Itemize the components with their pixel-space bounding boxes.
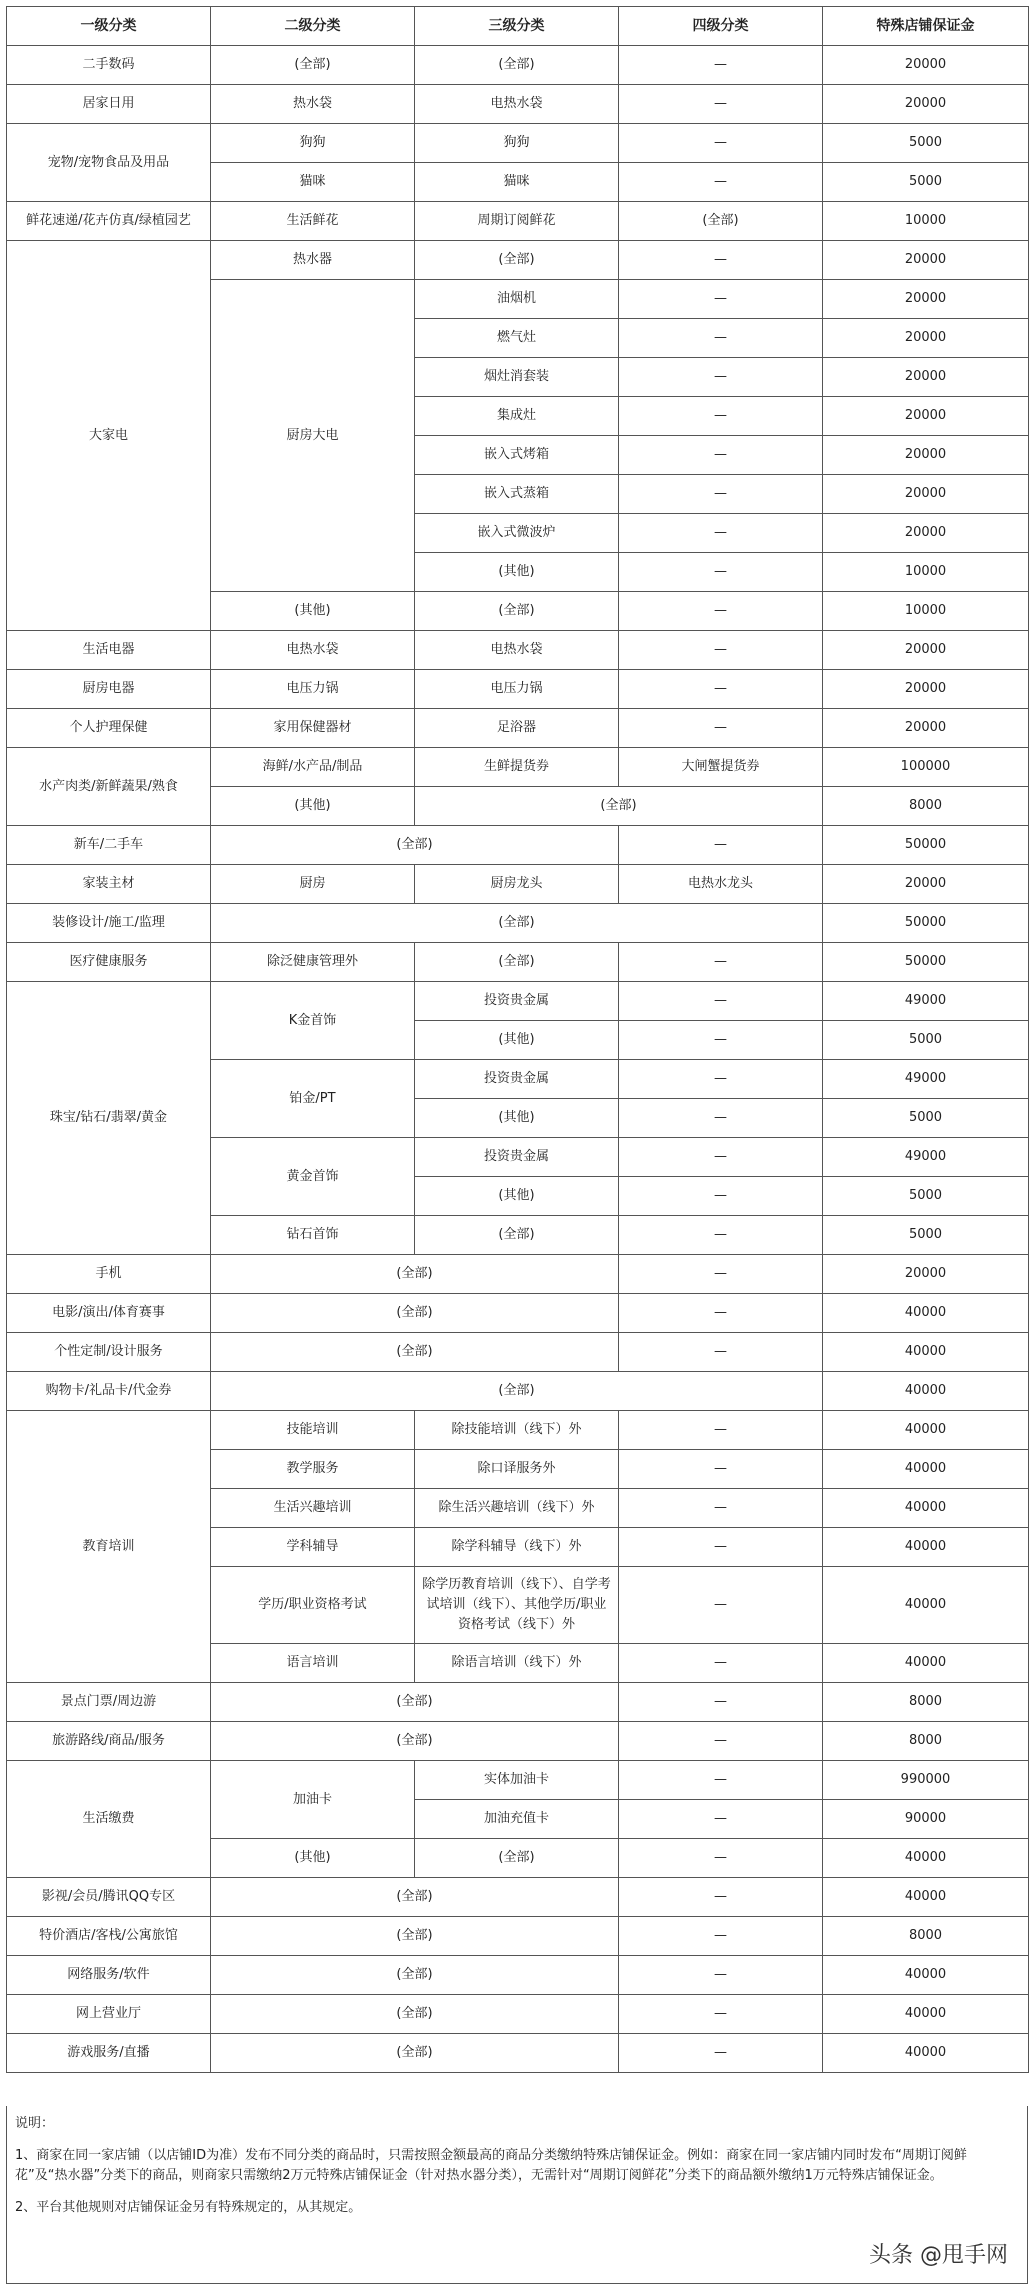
level3-cell: 除技能培训（线下）外 xyxy=(415,1411,619,1450)
level2-cell: (其他) xyxy=(211,787,415,826)
deposit-cell: 40000 xyxy=(823,1489,1029,1528)
level4-cell: — xyxy=(619,241,823,280)
table-row xyxy=(7,1372,1029,1411)
deposit-cell: 40000 xyxy=(823,1294,1029,1333)
level2-cell: 钻石首饰 xyxy=(211,1216,415,1255)
table-row xyxy=(7,46,1029,85)
level4-cell: — xyxy=(619,1138,823,1177)
level2-cell: (全部) xyxy=(211,904,823,943)
level3-cell: 除学历教育培训（线下）、自学考试培训（线下）、其他学历/职业资格考试（线下）外 xyxy=(415,1567,619,1644)
deposit-cell: 40000 xyxy=(823,1450,1029,1489)
level1-cell: 景点门票/周边游 xyxy=(7,1683,211,1722)
deposit-cell: 10000 xyxy=(823,553,1029,592)
level3-cell: 足浴器 xyxy=(415,709,619,748)
level2-cell: 除泛健康管理外 xyxy=(211,943,415,982)
table-row xyxy=(7,982,1029,1021)
level2-cell: (全部) xyxy=(211,1333,619,1372)
deposit-cell: 40000 xyxy=(823,1372,1029,1411)
deposit-cell: 8000 xyxy=(823,1683,1029,1722)
level1-cell: 鲜花速递/花卉仿真/绿植园艺 xyxy=(7,202,211,241)
level1-cell: 生活缴费 xyxy=(7,1761,211,1878)
table-row xyxy=(7,241,1029,280)
level3-cell: 除生活兴趣培训（线下）外 xyxy=(415,1489,619,1528)
level2-cell: 加油卡 xyxy=(211,1761,415,1839)
deposit-cell: 49000 xyxy=(823,1060,1029,1099)
table-row xyxy=(7,1683,1029,1722)
level3-cell: (全部) xyxy=(415,1216,619,1255)
level4-cell: — xyxy=(619,1489,823,1528)
level3-cell: 投资贵金属 xyxy=(415,982,619,1021)
level4-cell: — xyxy=(619,1722,823,1761)
level4-cell: (全部) xyxy=(619,202,823,241)
level2-cell: 家用保健器材 xyxy=(211,709,415,748)
level1-cell: 生活电器 xyxy=(7,631,211,670)
table-row xyxy=(7,670,1029,709)
level2-cell: 热水器 xyxy=(211,241,415,280)
level2-cell: 学科辅导 xyxy=(211,1528,415,1567)
deposit-cell: 40000 xyxy=(823,1878,1029,1917)
level3-cell: 嵌入式烤箱 xyxy=(415,436,619,475)
level3-cell: 电压力锅 xyxy=(415,670,619,709)
level4-cell: — xyxy=(619,1878,823,1917)
level2-cell: 海鲜/水产品/制品 xyxy=(211,748,415,787)
deposit-cell: 50000 xyxy=(823,904,1029,943)
level4-cell: — xyxy=(619,1567,823,1644)
level4-cell: — xyxy=(619,1800,823,1839)
level4-cell: — xyxy=(619,1255,823,1294)
level1-cell: 教育培训 xyxy=(7,1411,211,1683)
level3-cell: 厨房龙头 xyxy=(415,865,619,904)
level2-cell: (全部) xyxy=(211,1294,619,1333)
level3-cell: 除语言培训（线下）外 xyxy=(415,1644,619,1683)
level2-cell: (全部) xyxy=(211,1917,619,1956)
table-row xyxy=(7,1761,1029,1800)
deposit-cell: 20000 xyxy=(823,631,1029,670)
level4-cell: — xyxy=(619,592,823,631)
table-row xyxy=(7,1878,1029,1917)
level2-cell: 热水袋 xyxy=(211,85,415,124)
level4-cell: — xyxy=(619,280,823,319)
level2-cell: (全部) xyxy=(211,46,415,85)
level3-cell: 加油充值卡 xyxy=(415,1800,619,1839)
table-row xyxy=(7,1255,1029,1294)
table-row xyxy=(7,1995,1029,2034)
level4-cell: — xyxy=(619,397,823,436)
level4-cell: — xyxy=(619,85,823,124)
level2-cell: 生活兴趣培训 xyxy=(211,1489,415,1528)
table-row xyxy=(7,1722,1029,1761)
level3-cell: (全部) xyxy=(415,1839,619,1878)
deposit-cell: 20000 xyxy=(823,241,1029,280)
level4-cell: — xyxy=(619,1450,823,1489)
level1-cell: 购物卡/礼品卡/代金券 xyxy=(7,1372,211,1411)
level4-cell: — xyxy=(619,2034,823,2073)
level2-cell: 语言培训 xyxy=(211,1644,415,1683)
deposit-cell: 5000 xyxy=(823,1021,1029,1060)
level1-cell: 个性定制/设计服务 xyxy=(7,1333,211,1372)
deposit-cell: 10000 xyxy=(823,592,1029,631)
deposit-cell: 10000 xyxy=(823,202,1029,241)
level1-cell: 网络服务/软件 xyxy=(7,1956,211,1995)
deposit-cell: 40000 xyxy=(823,1411,1029,1450)
deposit-cell: 49000 xyxy=(823,1138,1029,1177)
header-level1: 一级分类 xyxy=(7,7,211,46)
level4-cell: — xyxy=(619,1177,823,1216)
deposit-cell: 40000 xyxy=(823,1333,1029,1372)
level1-cell: 二手数码 xyxy=(7,46,211,85)
level4-cell: — xyxy=(619,1021,823,1060)
level3-cell: (全部) xyxy=(415,46,619,85)
level2-cell: (全部) xyxy=(211,826,619,865)
level3-cell: 嵌入式微波炉 xyxy=(415,514,619,553)
deposit-cell: 5000 xyxy=(823,124,1029,163)
level4-cell: — xyxy=(619,358,823,397)
deposit-cell: 50000 xyxy=(823,943,1029,982)
table-row xyxy=(7,124,1029,163)
deposit-cell: 50000 xyxy=(823,826,1029,865)
level3-cell: (其他) xyxy=(415,1099,619,1138)
deposit-cell: 20000 xyxy=(823,319,1029,358)
deposit-cell: 20000 xyxy=(823,436,1029,475)
level1-cell: 宠物/宠物食品及用品 xyxy=(7,124,211,202)
table-row xyxy=(7,631,1029,670)
watermark-text: 头条 @甩手网 xyxy=(869,2243,1008,2268)
level1-cell: 装修设计/施工/监理 xyxy=(7,904,211,943)
level4-cell: — xyxy=(619,1995,823,2034)
table-row xyxy=(7,748,1029,787)
level4-cell: — xyxy=(619,1761,823,1800)
level2-cell: (全部) xyxy=(211,1878,619,1917)
level3-cell: 燃气灶 xyxy=(415,319,619,358)
level3-cell: 狗狗 xyxy=(415,124,619,163)
deposit-cell: 40000 xyxy=(823,2034,1029,2073)
deposit-cell: 5000 xyxy=(823,1216,1029,1255)
level4-cell: — xyxy=(619,709,823,748)
table-row xyxy=(7,943,1029,982)
table-row xyxy=(7,865,1029,904)
level2-cell: 电热水袋 xyxy=(211,631,415,670)
level3-cell: 集成灶 xyxy=(415,397,619,436)
notes-paragraph-2: 2、平台其他规则对店铺保证金另有特殊规定的，从其规定。 xyxy=(15,2200,362,2215)
level4-cell: — xyxy=(619,124,823,163)
level3-cell: 烟灶消套装 xyxy=(415,358,619,397)
level1-cell: 手机 xyxy=(7,1255,211,1294)
level4-cell: — xyxy=(619,1294,823,1333)
level2-cell: 铂金/PT xyxy=(211,1060,415,1138)
level3-cell: (全部) xyxy=(415,241,619,280)
deposit-cell: 20000 xyxy=(823,397,1029,436)
table-row xyxy=(7,826,1029,865)
deposit-cell: 40000 xyxy=(823,1839,1029,1878)
level1-cell: 居家日用 xyxy=(7,85,211,124)
deposit-cell: 8000 xyxy=(823,787,1029,826)
level4-cell: — xyxy=(619,46,823,85)
deposit-cell: 20000 xyxy=(823,1255,1029,1294)
level2-cell: 黄金首饰 xyxy=(211,1138,415,1216)
level3-cell: 除口译服务外 xyxy=(415,1450,619,1489)
level4-cell: — xyxy=(619,553,823,592)
deposit-cell: 40000 xyxy=(823,1995,1029,2034)
header-level4: 四级分类 xyxy=(619,7,823,46)
level3-cell: 实体加油卡 xyxy=(415,1761,619,1800)
level1-cell: 游戏服务/直播 xyxy=(7,2034,211,2073)
deposit-cell: 20000 xyxy=(823,85,1029,124)
deposit-cell: 8000 xyxy=(823,1917,1029,1956)
level3-cell: 除学科辅导（线下）外 xyxy=(415,1528,619,1567)
deposit-cell: 40000 xyxy=(823,1528,1029,1567)
level1-cell: 珠宝/钻石/翡翠/黄金 xyxy=(7,982,211,1255)
level4-cell: — xyxy=(619,1528,823,1567)
level3-cell: (全部) xyxy=(415,943,619,982)
level4-cell: — xyxy=(619,475,823,514)
level3-cell: (全部) xyxy=(415,592,619,631)
level4-cell: — xyxy=(619,670,823,709)
deposit-cell: 20000 xyxy=(823,46,1029,85)
level2-cell: (全部) xyxy=(211,1956,619,1995)
deposit-cell: 5000 xyxy=(823,1099,1029,1138)
level2-cell: (全部) xyxy=(211,2034,619,2073)
level4-cell: — xyxy=(619,1216,823,1255)
level2-cell: 电压力锅 xyxy=(211,670,415,709)
deposit-cell: 20000 xyxy=(823,514,1029,553)
level1-cell: 特价酒店/客栈/公寓旅馆 xyxy=(7,1917,211,1956)
level3-cell: (全部) xyxy=(415,787,823,826)
table-header-row xyxy=(7,7,1029,46)
level1-cell: 影视/会员/腾讯QQ专区 xyxy=(7,1878,211,1917)
level4-cell: — xyxy=(619,631,823,670)
level3-cell: 嵌入式蒸箱 xyxy=(415,475,619,514)
level3-cell: 周期订阅鲜花 xyxy=(415,202,619,241)
level2-cell: 厨房大电 xyxy=(211,280,415,592)
notes-title: 说明： xyxy=(15,2116,55,2131)
deposit-cell: 49000 xyxy=(823,982,1029,1021)
deposit-table-wrapper xyxy=(6,6,1028,2073)
level1-cell: 新车/二手车 xyxy=(7,826,211,865)
deposit-cell: 20000 xyxy=(823,475,1029,514)
level3-cell: 电热水袋 xyxy=(415,631,619,670)
level1-cell: 厨房电器 xyxy=(7,670,211,709)
level2-cell: (全部) xyxy=(211,1255,619,1294)
level4-cell: — xyxy=(619,1644,823,1683)
level2-cell: (其他) xyxy=(211,592,415,631)
deposit-cell: 5000 xyxy=(823,163,1029,202)
deposit-cell: 100000 xyxy=(823,748,1029,787)
level4-cell: — xyxy=(619,1060,823,1099)
table-row xyxy=(7,1917,1029,1956)
level3-cell: 猫咪 xyxy=(415,163,619,202)
deposit-cell: 40000 xyxy=(823,1567,1029,1644)
level2-cell: 学历/职业资格考试 xyxy=(211,1567,415,1644)
deposit-cell: 20000 xyxy=(823,670,1029,709)
deposit-cell: 990000 xyxy=(823,1761,1029,1800)
level3-cell: (其他) xyxy=(415,1177,619,1216)
deposit-cell: 20000 xyxy=(823,709,1029,748)
level3-cell: (其他) xyxy=(415,1021,619,1060)
table-row xyxy=(7,1333,1029,1372)
level4-cell: — xyxy=(619,1683,823,1722)
level3-cell: 生鲜提货券 xyxy=(415,748,619,787)
deposit-table xyxy=(6,6,1029,2073)
level4-cell: 大闸蟹提货券 xyxy=(619,748,823,787)
table-row xyxy=(7,1294,1029,1333)
level4-cell: — xyxy=(619,982,823,1021)
notes-paragraph-1: 1、商家在同一家店铺（以店铺ID为准）发布不同分类的商品时，只需按照金额最高的商品分类缴纳特殊店铺保证金。例如：商家在同一家店铺内同时发布“周期订阅鲜花”及“热水器”分类下的商品，则商家只需缴纳2万元特殊店铺保证金（针对热水器分类），无需针对“周期订阅鲜花”分类下的商品额外缴纳1万元特殊店铺保证金。 xyxy=(15,2148,967,2183)
deposit-cell: 20000 xyxy=(823,358,1029,397)
table-row xyxy=(7,2034,1029,2073)
level1-cell: 个人护理保健 xyxy=(7,709,211,748)
level4-cell: — xyxy=(619,319,823,358)
header-level2: 二级分类 xyxy=(211,7,415,46)
table-row xyxy=(7,709,1029,748)
level4-cell: — xyxy=(619,1333,823,1372)
deposit-cell: 20000 xyxy=(823,865,1029,904)
level2-cell: (全部) xyxy=(211,1683,619,1722)
level1-cell: 旅游路线/商品/服务 xyxy=(7,1722,211,1761)
level4-cell: — xyxy=(619,1411,823,1450)
level2-cell: 狗狗 xyxy=(211,124,415,163)
table-row xyxy=(7,202,1029,241)
level4-cell: — xyxy=(619,436,823,475)
table-row xyxy=(7,1411,1029,1450)
table-row xyxy=(7,1956,1029,1995)
level2-cell: 猫咪 xyxy=(211,163,415,202)
level2-cell: (全部) xyxy=(211,1372,823,1411)
level2-cell: (全部) xyxy=(211,1722,619,1761)
level1-cell: 电影/演出/体育赛事 xyxy=(7,1294,211,1333)
level2-cell: 厨房 xyxy=(211,865,415,904)
table-row xyxy=(7,904,1029,943)
deposit-cell: 40000 xyxy=(823,1644,1029,1683)
deposit-cell: 90000 xyxy=(823,1800,1029,1839)
deposit-cell: 8000 xyxy=(823,1722,1029,1761)
level4-cell: — xyxy=(619,826,823,865)
level1-cell: 水产肉类/新鲜蔬果/熟食 xyxy=(7,748,211,826)
level1-cell: 大家电 xyxy=(7,241,211,631)
level1-cell: 家装主材 xyxy=(7,865,211,904)
deposit-cell: 20000 xyxy=(823,280,1029,319)
level4-cell: — xyxy=(619,943,823,982)
level4-cell: — xyxy=(619,1956,823,1995)
table-row xyxy=(7,85,1029,124)
level3-cell: 投资贵金属 xyxy=(415,1138,619,1177)
header-level3: 三级分类 xyxy=(415,7,619,46)
level2-cell: K金首饰 xyxy=(211,982,415,1060)
level3-cell: 油烟机 xyxy=(415,280,619,319)
level1-cell: 医疗健康服务 xyxy=(7,943,211,982)
level4-cell: — xyxy=(619,163,823,202)
level2-cell: 技能培训 xyxy=(211,1411,415,1450)
level3-cell: 投资贵金属 xyxy=(415,1060,619,1099)
level2-cell: (全部) xyxy=(211,1995,619,2034)
level4-cell: — xyxy=(619,514,823,553)
deposit-cell: 5000 xyxy=(823,1177,1029,1216)
level4-cell: — xyxy=(619,1099,823,1138)
level2-cell: (其他) xyxy=(211,1839,415,1878)
level4-cell: — xyxy=(619,1917,823,1956)
level2-cell: 教学服务 xyxy=(211,1450,415,1489)
level4-cell: — xyxy=(619,1839,823,1878)
level4-cell: 电热水龙头 xyxy=(619,865,823,904)
level3-cell: (其他) xyxy=(415,553,619,592)
deposit-cell: 40000 xyxy=(823,1956,1029,1995)
level2-cell: 生活鲜花 xyxy=(211,202,415,241)
header-deposit: 特殊店铺保证金 xyxy=(823,7,1029,46)
level3-cell: 电热水袋 xyxy=(415,85,619,124)
level1-cell: 网上营业厅 xyxy=(7,1995,211,2034)
